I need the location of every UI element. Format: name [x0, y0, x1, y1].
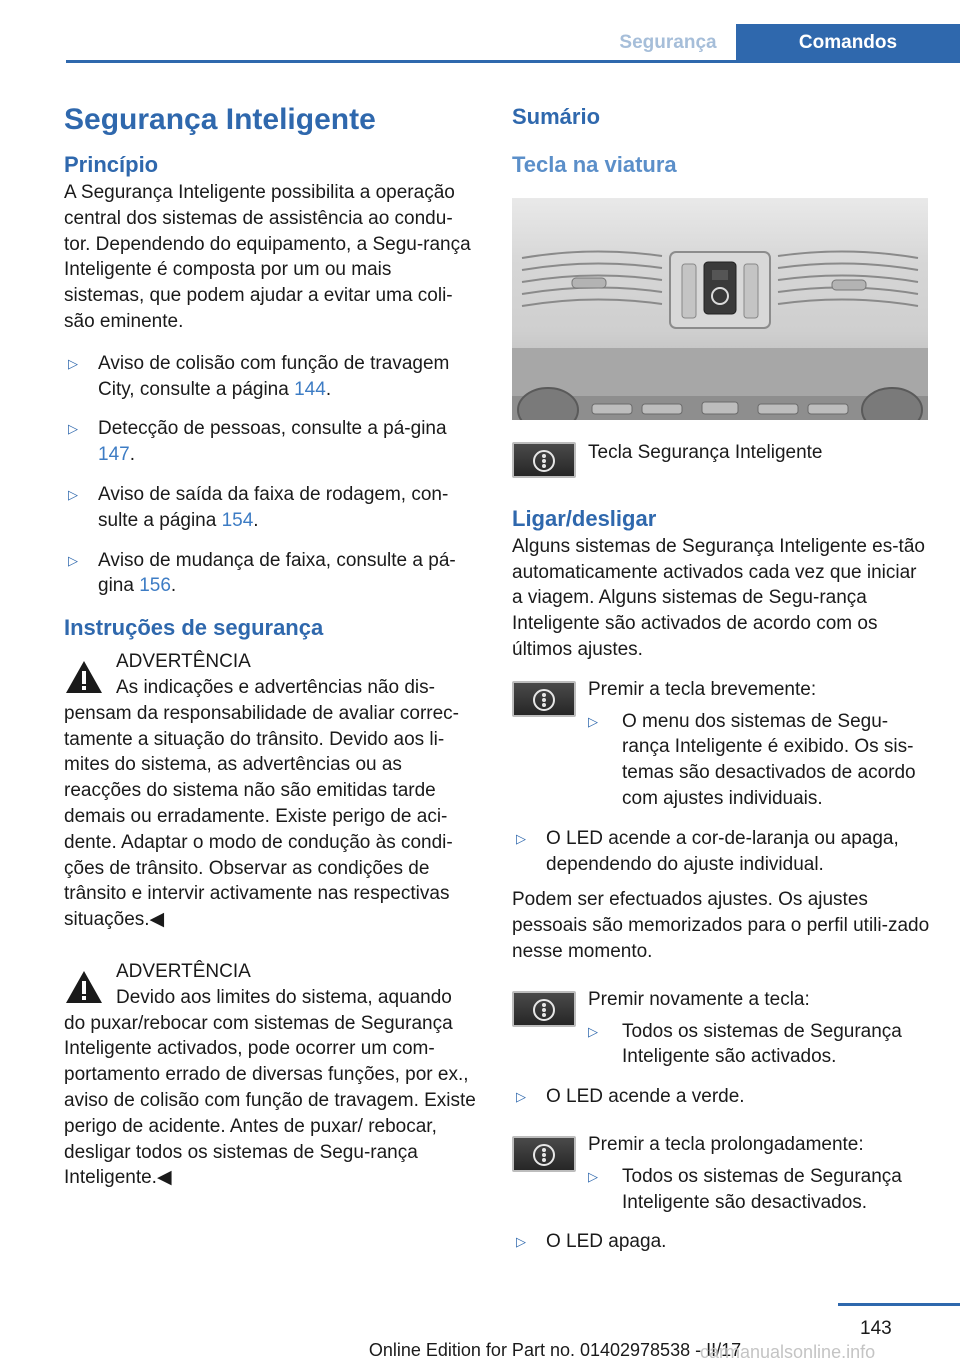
press-short-label: Premir a tecla brevemente:	[588, 678, 817, 700]
feature-list	[64, 351, 476, 599]
warning-label: ADVERTÊNCIA	[116, 651, 251, 673]
page-link[interactable]: 156	[139, 575, 171, 597]
safety-key-icon	[512, 442, 576, 478]
triangle-bullet-icon: ▷	[588, 1023, 598, 1039]
triangle-bullet-icon: ▷	[588, 713, 598, 729]
triangle-bullet-icon: ▷	[68, 486, 78, 502]
triangle-bullet-icon: ▷	[68, 552, 78, 568]
header-chapter-tab: Comandos	[736, 24, 960, 62]
warning-block	[64, 959, 476, 1191]
triangle-bullet-icon: ▷	[516, 1089, 526, 1105]
page-title: Segurança Inteligente	[64, 103, 376, 136]
list-item: ▷ Aviso de colisão com função de travagem City, consulte a página 144.	[64, 351, 476, 403]
key-caption: Tecla Segurança Inteligente	[588, 442, 823, 463]
dashboard-photo	[512, 198, 928, 420]
safety-key-icon	[512, 681, 576, 717]
triangle-bullet-icon: ▷	[68, 355, 78, 371]
header-rule	[66, 60, 960, 63]
page-link[interactable]: 154	[221, 509, 254, 531]
list-item: ▷ O LED apaga.	[512, 1229, 930, 1255]
header-section-tab: Segurança	[619, 32, 717, 53]
right-column	[512, 100, 930, 1269]
summary-heading: Sumário	[512, 104, 601, 129]
press-again-row	[512, 987, 930, 1070]
list-item: ▷ Todos os sistemas de Segurança Inteligente são activados.	[588, 1019, 930, 1071]
triangle-bullet-icon: ▷	[68, 421, 78, 437]
triangle-bullet-icon: ▷	[588, 1168, 598, 1184]
warning-triangle-icon	[64, 659, 104, 695]
principle-heading: Princípio	[64, 152, 159, 177]
safety-heading: Instruções de segurança	[64, 615, 324, 641]
key-caption-row	[512, 438, 930, 466]
warning-label: ADVERTÊNCIA	[116, 960, 251, 982]
edition-text: Online Edition for Part no. 01402978538 - II/17	[368, 1340, 742, 1360]
principle-text: A Segurança Inteligente possibilita a operação central dos sistemas de assistência ao condu‐tor. Dependendo do equipamento, a Segu‐rança Inteligente é composta por um ou mais sistemas, que podem ajudar a evitar uma coli‐são eminente.	[64, 182, 471, 332]
warning-text: Devido aos limites do sistema, aquando do puxar/rebocar com sistemas de Segurança Inteligente activados, pode ocorrer um com‐portamento errado de diversas funções, por ex., aviso de colisão com função de travagem. Existe perigo de acidente. Antes de puxar/ rebocar, desligar todos os sistemas de Segu‐rança Inteligente.◀	[64, 986, 476, 1189]
press-short-row	[512, 677, 930, 812]
vehicle-key-heading: Tecla na viatura	[512, 152, 677, 177]
footer-rule	[838, 1303, 960, 1306]
list-item: ▷ Aviso de mudança de faixa, consulte a pá‐gina 156.	[64, 548, 476, 600]
triangle-bullet-icon: ▷	[516, 830, 526, 846]
watermark: carmanualsonline.info	[700, 1342, 876, 1362]
safety-key-icon	[512, 1136, 576, 1172]
press-long-label: Premir a tecla prolongadamente:	[588, 1133, 864, 1155]
list-item: ▷ Aviso de saída da faixa de rodagem, con‐sulte a página 154.	[64, 482, 476, 534]
list-item: ▷ O LED acende a verde.	[512, 1084, 930, 1110]
list-item: ▷ O menu dos sistemas de Segu‐rança Inteligente é exibido. Os sis‐temas são desactivados de acordo com ajustes individuais.	[588, 709, 930, 812]
dashboard-illustration	[512, 198, 928, 420]
press-long-row	[512, 1132, 930, 1215]
warning-triangle-icon	[64, 969, 104, 1005]
list-item: ▷ Detecção de pessoas, consulte a pá‐gina 147.	[64, 416, 476, 468]
left-column	[64, 100, 476, 1191]
safety-key-icon	[512, 991, 576, 1027]
triangle-bullet-icon: ▷	[516, 1234, 526, 1250]
onoff-text: Alguns sistemas de Segurança Inteligente es‐tão automaticamente activados cada vez que iniciar a viagem. Alguns sistemas de Segu‐rança Inteligente são activados de acordo com os últimos ajustes.	[512, 535, 925, 660]
page-link[interactable]: 144	[294, 378, 326, 400]
page-number: 143	[860, 1318, 892, 1339]
warning-block	[64, 649, 476, 933]
settings-text: Podem ser efectuados ajustes. Os ajustes pessoais são memorizados para o perfil utili‐zado nesse momento.	[512, 889, 930, 962]
press-again-label: Premir novamente a tecla:	[588, 988, 810, 1010]
warning-text: As indicações e advertências não dis‐pensam da responsabilidade de avaliar correc‐tamente a situação do trânsito. Devido aos li‐mites do sistema, as advertências ou as reacções do sistema não são emitidas tarde demais ou erradamente. Existe perigo de aci‐dente. Adaptar o modo de condução às condi‐ções de trânsito. Observar as condições de trânsito e intervir activamente nas respectivas situações.◀	[64, 676, 460, 931]
list-item: ▷ O LED acende a cor-de-laranja ou apaga, dependendo do ajuste individual.	[512, 826, 930, 878]
onoff-heading: Ligar/desligar	[512, 505, 657, 531]
list-item: ▷ Todos os sistemas de Segurança Inteligente são desactivados.	[588, 1164, 930, 1216]
page-link[interactable]: 147	[98, 444, 130, 466]
